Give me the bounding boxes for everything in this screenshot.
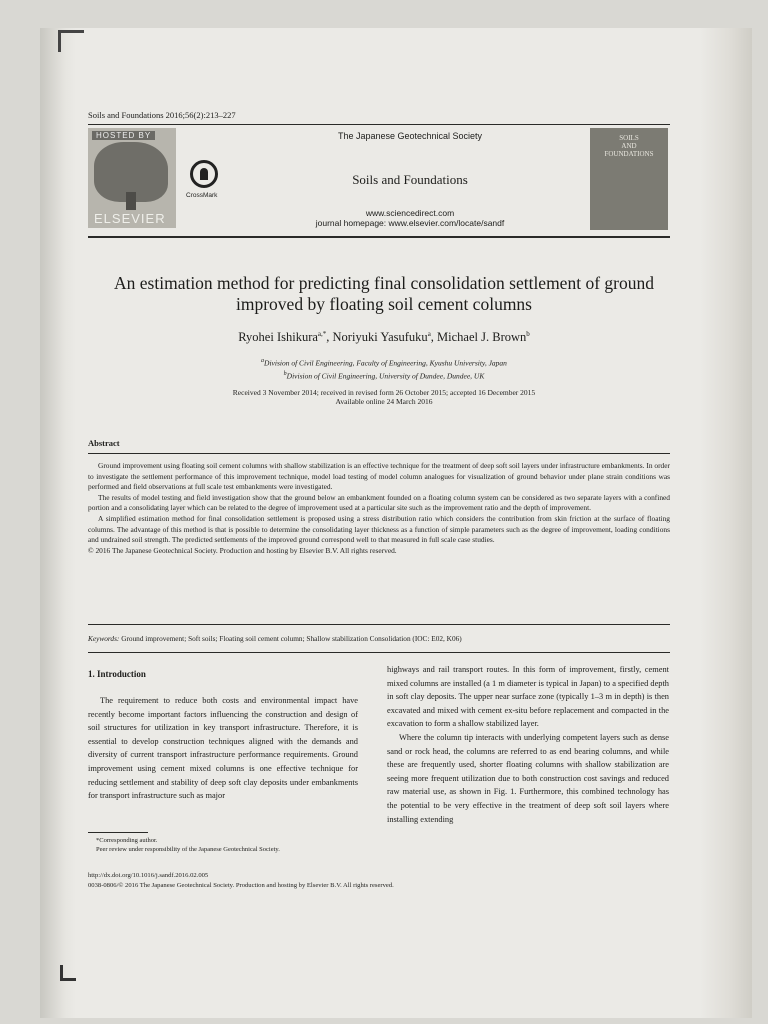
scan-shadow-right [700,28,752,1018]
author-list: Ryohei Ishikura$^{a,*}$, Noriyuki Yasufuku$^a$, Michael J. Brown$^b$ [238,330,530,345]
abstract-copyright: © 2016 The Japanese Geotechnical Society. Production and hosting by Elsevier B.V. All rights reserved. [88,545,397,555]
affiliations: $^a$Division of Civil Engineering, Faculty of Engineering, Kyushu University, Japan $^b$Division of Civil Engineering, University of Dundee, Dundee, UK [261,358,507,380]
footnote-rule [88,832,148,833]
issn-copyright: 0038-0806/© 2016 The Japanese Geotechnical Society. Production and hosting by Elsevier B.V. All rights reserved. [88,881,394,889]
crop-mark [58,30,61,52]
abstract-body [88,461,670,556]
doi-link[interactable]: http://dx.doi.org/10.1016/j.sandf.2016.02.005 [88,872,209,879]
society-name: The Japanese Geotechnical Society [337,131,483,141]
keywords-rule [88,624,670,625]
article-title: An estimation method for predicting final consolidation settlement of ground improved by floating soil cement columns [114,273,654,314]
elsevier-trunk-icon [126,192,136,210]
keywords-text: Ground improvement; Soft soils; Floating soil cement column; Shallow stabilization Consolidation (IOC: E02, K06) [121,634,462,643]
corresponding-author-note: *Corresponding author. [96,837,158,844]
elsevier-logo [88,128,176,228]
journal-links [280,208,540,228]
journal-citation: Soils and Foundations 2016;56(2):213–227 [88,110,236,120]
header-top-rule [88,124,670,125]
abstract-paragraph: Ground improvement using floating soil cement columns with shallow stabilization is an effective technique for the treatment of deep soft soil layers under infrastructure embankments. In order to investigate the settlement performance of this improvement technique, model load testing of model column analogues for visualization of ground behavior under plane strain conditions was performed and field observations at full scale test embankments were investigated. [88,461,670,492]
author-name: Noriyuki Yasufuku [332,330,428,345]
footnotes [88,836,368,854]
keywords-label: Keywords: [88,634,120,643]
sciencedirect-link[interactable]: www.sciencedirect.com [365,208,455,218]
section-heading: 1. Introduction [88,669,146,679]
intro-paragraph: Where the column tip interacts with underlying competent layers such as dense sand or rock head, the columns are referred to as end bearing columns, and while these are frequently used, shorter floating columns with shallow stabilization are seeing more frequent utilization due to both construction cost savings and reduced raw material use, as shown in Fig. 1. Furthermore, this combined technology has the potential to be very effective in the treatment of deep soft soil layers where installing extending [387,732,669,824]
elsevier-wordmark: ELSEVIER [94,211,166,226]
peer-review-note: Peer review under responsibility of the Japanese Geotechnical Society. [96,846,280,853]
crossmark-label: CrossMark [186,192,218,199]
intro-right-column [387,663,669,826]
abstract-paragraph: The results of model testing and field investigation show that the ground below an embankment founded on a floating column system can be considered as two separate layers with a confined portion and a consolidating layer which can be related to the degree of improvement used at a particular site such as the improvement ratio and the depth of improvement. [88,492,670,513]
intro-paragraph: The requirement to reduce both costs and environmental impact have recently become important factors influencing the construction and design of soil structures for utilization in key transport infrastructure. Therefore, it is essential to develop construction techniques aligned with the demands and diversity of current transport infrastructure performance requirements. Ground improvement using cement mixed columns is one effective technique for reducing settlement and stability of deep soft clay deposits under embankments for transport infrastructure such as major [88,696,358,801]
intro-paragraph: highways and rail transport routes. In this form of improvement, firstly, cement mixed columns are installed (a 1 m diameter is typical in Japan) to a specified depth in soft clay deposits. The upper near surface zone (typically 1–3 m in depth) is then excavated and mixed with cement ex-situ before replacement and compacted in the excavation to form a shallow stabilized layer. [387,665,669,729]
abstract-paragraph: A simplified estimation method for final consolidation settlement is proposed using a stress distribution ratio which considers the contribution from skin friction at the surface of floating columns. The advantage of this method is that is possible to determine the consolidating layer thickness as a function of simple parameters such as the degree of improvement, loading conditions and undrained soil strength. The predicted settlements of the improved ground correspond well to that measured in full scale case studies. [88,513,670,545]
header-bottom-rule [88,236,670,238]
abstract-heading: Abstract [88,438,120,448]
journal-name: Soils and Foundations [352,172,468,187]
keywords-bottom-rule [88,652,670,653]
keywords [88,634,670,643]
crop-mark [58,30,84,33]
author-name: Ryohei Ishikura [238,330,318,345]
scan-shadow-left [40,28,76,1018]
abstract-rule [88,453,670,454]
author-name: Michael J. Brown [437,330,527,345]
article-footer [88,871,678,890]
intro-left-column [88,694,358,803]
hosted-by-label: HOSTED BY [92,131,155,140]
crop-mark [60,978,76,981]
article-dates: Received 3 November 2014; received in revised form 26 October 2015; accepted 16 December 2015 Available online 24 March 2016 [232,388,536,406]
journal-cover [590,128,668,230]
journal-homepage-link[interactable]: journal homepage: www.elsevier.com/locate/sandf [315,218,505,228]
crossmark-icon[interactable] [190,160,218,188]
cover-title: SOILS AND FOUNDATIONS [604,134,654,158]
